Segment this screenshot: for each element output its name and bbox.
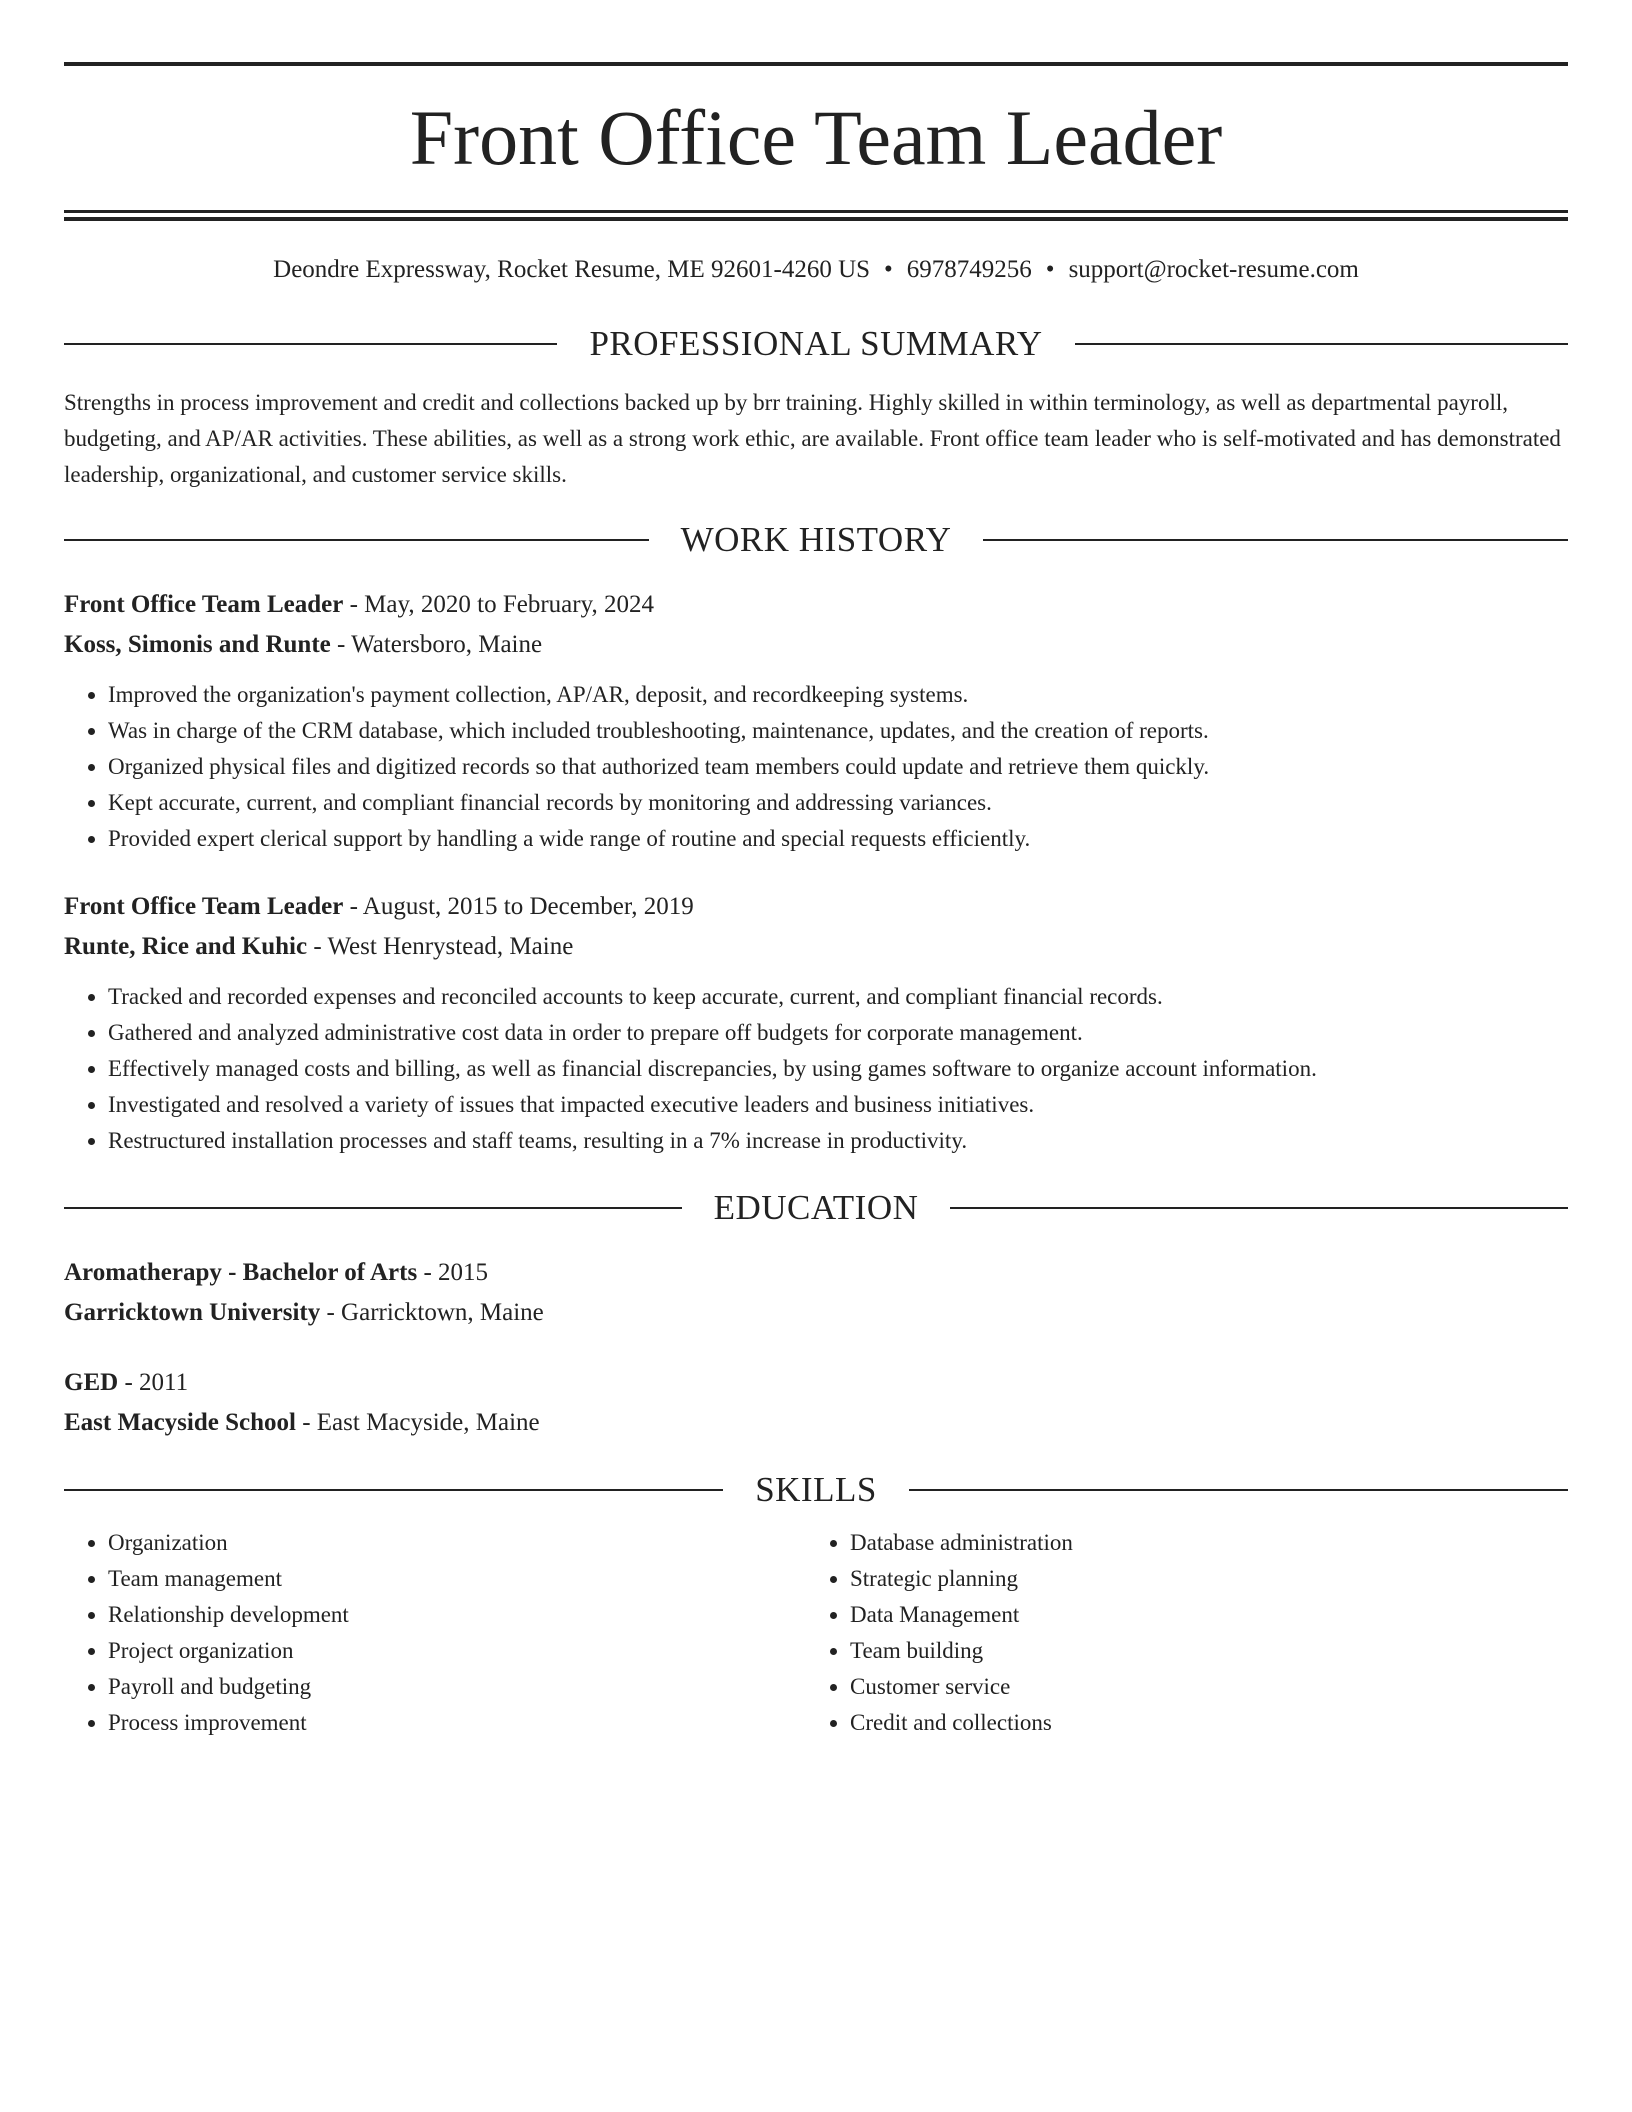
skill-item: • Relationship development — [108, 1597, 806, 1633]
divider-line — [909, 1489, 1568, 1491]
skills-columns — [64, 1525, 1568, 1741]
skill-item: • Payroll and budgeting — [108, 1669, 806, 1705]
section-header-work — [64, 519, 1568, 561]
contact-line — [64, 255, 1568, 285]
section-header-skills — [64, 1469, 1568, 1511]
job-dates: - May, 2020 to February, 2024 — [343, 591, 654, 618]
job-entry — [64, 887, 1568, 1159]
job-bullet: • Gathered and analyzed administrative cost data in order to prepare off budgets for corporate management. — [108, 1015, 1568, 1051]
education-degree: GED — [64, 1369, 119, 1396]
job-bullets — [64, 979, 1568, 1159]
skill-item: • Process improvement — [108, 1705, 806, 1741]
education-degree-line — [64, 1363, 1568, 1403]
job-company-line — [64, 625, 1568, 665]
skill-item: • Team management — [108, 1561, 806, 1597]
job-company: Koss, Simonis and Runte — [64, 631, 331, 658]
section-title: EDUCATION — [713, 1188, 919, 1227]
divider-line — [1075, 343, 1568, 345]
job-bullet: • Tracked and recorded expenses and reconciled accounts to keep accurate, current, and compliant financial records. — [108, 979, 1568, 1015]
job-bullet: • Provided expert clerical support by handling a wide range of routine and special requests efficiently. — [108, 821, 1568, 857]
contact-phone: 6978749256 — [906, 256, 1032, 283]
education-degree-line — [64, 1253, 1568, 1293]
education-location: - East Macyside, Maine — [295, 1409, 540, 1436]
section-title: WORK HISTORY — [680, 520, 952, 559]
divider-line — [64, 1489, 723, 1491]
job-bullet: • Investigated and resolved a variety of issues that impacted executive leaders and business initiatives. — [108, 1087, 1568, 1123]
job-bullet: • Organized physical files and digitized records so that authorized team members could update and retrieve them quickly. — [108, 749, 1568, 785]
job-title: Front Office Team Leader — [64, 893, 344, 920]
skill-item: • Team building — [850, 1633, 1548, 1669]
section-header-education — [64, 1187, 1568, 1229]
skill-item: • Customer service — [850, 1669, 1548, 1705]
education-entry — [64, 1363, 1568, 1443]
education-year: - 2015 — [417, 1259, 489, 1286]
job-title-line — [64, 585, 1568, 625]
education-entry — [64, 1253, 1568, 1333]
divider-line — [64, 539, 649, 541]
section-title: SKILLS — [755, 1470, 877, 1509]
job-dates: - August, 2015 to December, 2019 — [343, 893, 694, 920]
skill-item: • Data Management — [850, 1597, 1548, 1633]
divider-line — [64, 343, 557, 345]
divider-line — [983, 539, 1568, 541]
job-bullet: • Restructured installation processes and staff teams, resulting in a 7% increase in productivity. — [108, 1123, 1568, 1159]
education-school: East Macyside School — [64, 1409, 296, 1436]
double-rule — [64, 210, 1568, 221]
divider-line — [64, 1207, 682, 1209]
job-company-line — [64, 927, 1568, 967]
job-company: Runte, Rice and Kuhic — [64, 933, 308, 960]
section-title: PROFESSIONAL SUMMARY — [589, 324, 1043, 363]
education-school-line — [64, 1403, 1568, 1443]
skills-list-left — [64, 1525, 806, 1741]
skills-list-right — [806, 1525, 1548, 1741]
job-location: - Watersboro, Maine — [330, 631, 543, 658]
education-school-line — [64, 1293, 1568, 1333]
job-bullet: • Improved the organization's payment collection, AP/AR, deposit, and recordkeeping systems. — [108, 677, 1568, 713]
job-title: Front Office Team Leader — [64, 591, 344, 618]
top-rule — [64, 62, 1568, 66]
skill-item: • Project organization — [108, 1633, 806, 1669]
contact-separator: • — [884, 256, 893, 283]
summary-text: Strengths in process improvement and credit and collections backed up by brr training. Highly skilled in within terminology, as well as departmental payroll, budgeting, and AP/AR activities. These abilities, as well as a strong work ethic, are available. Front office team leader who is self-motivated and has demonstrated leadership, organizational, and customer service skills. — [64, 390, 1561, 487]
section-header-summary — [64, 323, 1568, 365]
education-school: Garricktown University — [64, 1299, 321, 1326]
skill-item: • Strategic planning — [850, 1561, 1548, 1597]
education-location: - Garricktown, Maine — [320, 1299, 544, 1326]
job-title-line — [64, 887, 1568, 927]
job-bullet: • Effectively managed costs and billing, as well as financial discrepancies, by using games software to organize account information. — [108, 1051, 1568, 1087]
job-entry — [64, 585, 1568, 857]
education-degree: Aromatherapy - Bachelor of Arts — [64, 1259, 418, 1286]
job-bullet: • Kept accurate, current, and compliant financial records by monitoring and addressing variances. — [108, 785, 1568, 821]
education-year: - 2011 — [118, 1369, 189, 1396]
job-bullet: • Was in charge of the CRM database, which included troubleshooting, maintenance, updates, and the creation of reports. — [108, 713, 1568, 749]
skill-item: • Credit and collections — [850, 1705, 1548, 1741]
job-location: - West Henrystead, Maine — [307, 933, 574, 960]
skill-item: • Organization — [108, 1525, 806, 1561]
contact-separator: • — [1045, 256, 1055, 283]
divider-line — [950, 1207, 1568, 1209]
contact-email: support@rocket-resume.com — [1068, 256, 1359, 283]
skill-item: • Database administration — [850, 1525, 1548, 1561]
contact-address: Deondre Expressway, Rocket Resume, ME 92601-4260 US — [273, 256, 871, 283]
resume-title: Front Office Team Leader — [409, 94, 1223, 181]
job-bullets — [64, 677, 1568, 857]
